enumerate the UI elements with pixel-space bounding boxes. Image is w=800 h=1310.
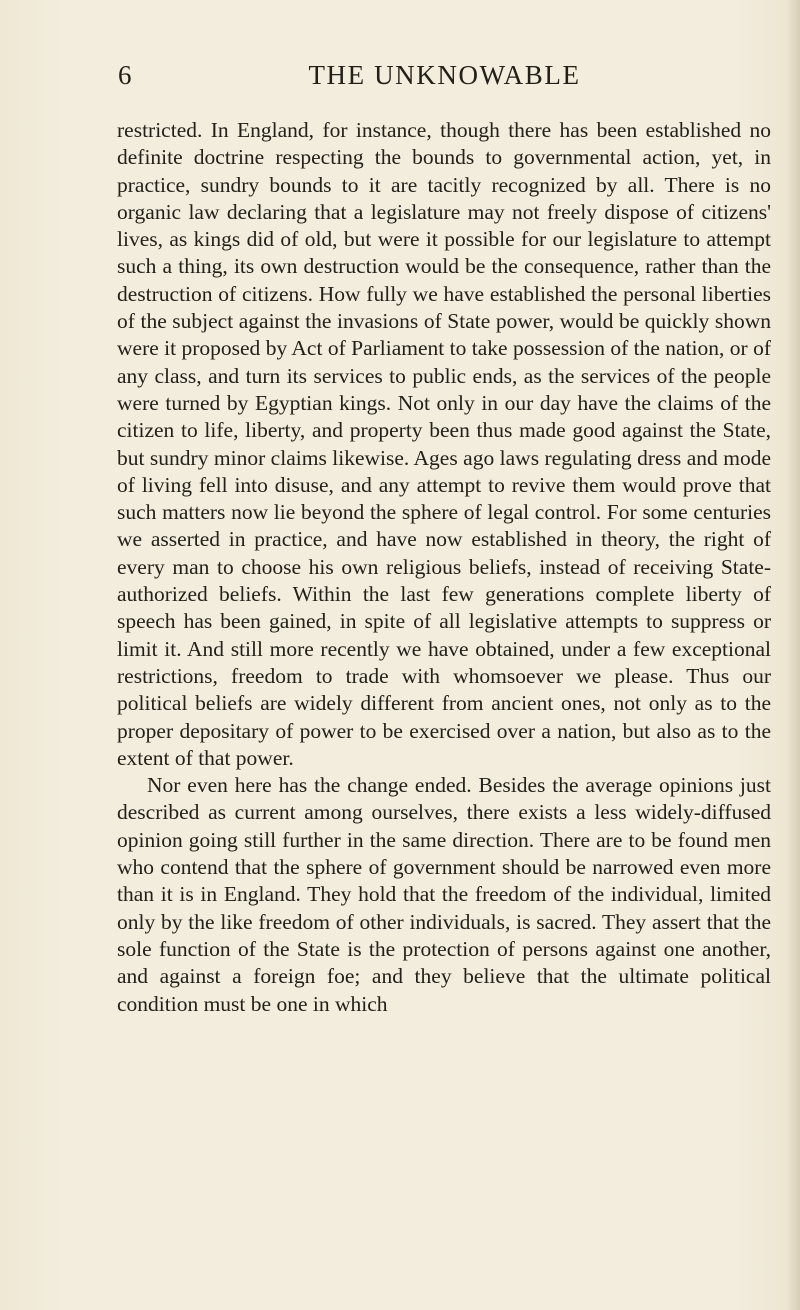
paragraph: Nor even here has the change ended. Besides the average opinions just described as current among ourselves, there exists a less widely-diffused opinion going still further in the same direction. There are to be found men who contend that the sphere of government should be narrowed even more than it is in England. They hold that the freedom of the individual, limited only by the like freedom of other individuals, is sacred. They assert that the sole function of the State is the protection of persons against one another, and against a foreign foe; and they believe that the ultimate political condition must be one in which bbox=[117, 773, 771, 1016]
page-number: 6 bbox=[118, 60, 132, 90]
running-title: THE UNKNOWABLE bbox=[308, 60, 581, 90]
body-text bbox=[117, 117, 771, 1018]
page-header bbox=[118, 58, 771, 92]
page-edge-shadow bbox=[786, 0, 800, 1310]
paragraph-continued: restricted. In England, for instance, though there has been established no definite doctrine respecting the bounds to governmental action, yet, in practice, sundry bounds to it are tacitly recognized by all. There is no organic law declaring that a legislature may not freely dispose of citizens' lives, as kings did of old, but were it possible for our legislature to attempt such a thing, its own destruction would be the consequence, rather than the destruction of citizens. How fully we have established the personal liberties of the subject against the invasions of State power, would be quickly shown were it proposed by Act of Parliament to take possession of the nation, or of any class, and turn its services to public ends, as the services of the people were turned by Egyptian kings. Not only in our day have the claims of the citizen to life, liberty, and property been thus made good against the State, but sundry minor claims likewise. Ages ago laws regulating dress and mode of living fell into disuse, and any attempt to revive them would prove that such matters now lie beyond the sphere of legal control. For some centuries we asserted in practice, and have now established in theory, the right of every man to choose his own religious beliefs, instead of receiving State-authorized beliefs. Within the last few generations complete liberty of speech has been gained, in spite of all legislative attempts to suppress or limit it. And still more recently we have obtained, under a few exceptional restrictions, freedom to trade with whomsoever we please. Thus our political beliefs are widely different from ancient ones, not only as to the proper depositary of power to be exercised over a nation, but also as to the extent of that power. bbox=[117, 118, 771, 770]
